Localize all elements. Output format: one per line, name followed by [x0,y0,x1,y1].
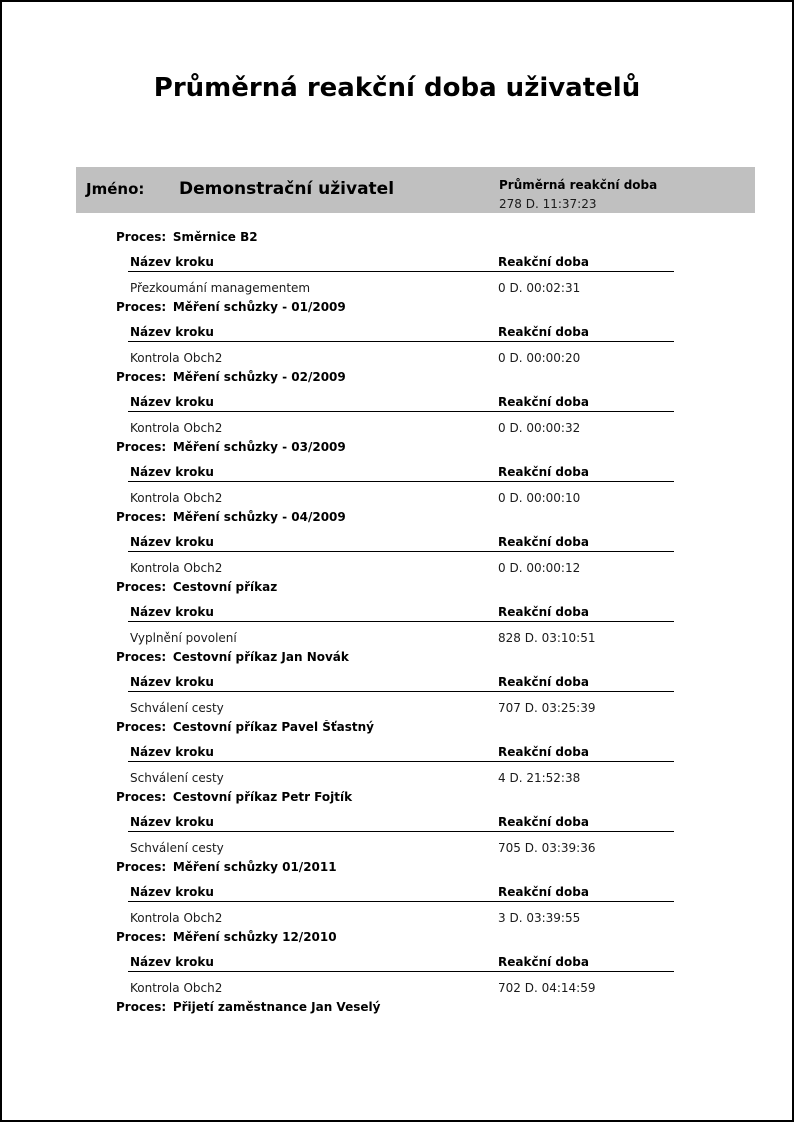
process-name: Měření schůzky - 04/2009 [172,510,346,524]
step-table-header [128,815,674,832]
step-name-cell: Kontrola Obch2 [130,491,223,505]
step-name-cell: Kontrola Obch2 [130,351,223,365]
process-section [2,510,792,580]
process-name: Měření schůzky - 01/2009 [172,300,346,314]
process-label: Proces: [116,300,167,314]
process-name: Měření schůzky 12/2010 [172,930,337,944]
process-name: Cestovní příkaz Jan Novák [172,650,349,664]
reaction-time-cell: 705 D. 03:39:36 [498,841,596,855]
reaction-time-cell: 4 D. 21:52:38 [498,771,581,785]
process-label: Proces: [116,860,167,874]
name-label: Jméno: [86,180,145,198]
step-table [128,325,674,366]
process-row [116,930,792,945]
process-name: Měření schůzky - 02/2009 [172,370,346,384]
average-reaction-block [499,176,657,214]
reaction-time-cell: 702 D. 04:14:59 [498,981,596,995]
process-section [2,300,792,370]
step-table-row [128,561,674,576]
process-row [116,580,792,595]
reaction-time-cell: 0 D. 00:00:20 [498,351,581,365]
process-label: Proces: [116,510,167,524]
column-header-reaction-time: Reakční doba [498,535,589,549]
process-row [116,440,792,455]
process-section [2,230,792,300]
step-table [128,255,674,296]
user-name-group [86,167,394,213]
step-name-cell: Vyplnění povolení [130,631,237,645]
process-section [2,440,792,510]
step-table-row [128,631,674,646]
process-name: Cestovní příkaz Pavel Šťastný [172,720,374,734]
step-table-row [128,281,674,296]
process-label: Proces: [116,580,167,594]
step-name-cell: Kontrola Obch2 [130,561,223,575]
process-section [2,720,792,790]
step-table-header [128,675,674,692]
column-header-reaction-time: Reakční doba [498,675,589,689]
step-table-header [128,745,674,762]
step-table [128,535,674,576]
process-section [2,1000,792,1070]
step-table-row [128,701,674,716]
column-header-reaction-time: Reakční doba [498,745,589,759]
column-header-step-name: Název kroku [130,255,214,269]
page-title: Průměrná reakční doba uživatelů [153,73,641,103]
step-table-header [128,605,674,622]
step-table-header [128,395,674,412]
column-header-reaction-time: Reakční doba [498,605,589,619]
reaction-time-cell: 3 D. 03:39:55 [498,911,581,925]
column-header-step-name: Název kroku [130,535,214,549]
reaction-time-cell: 0 D. 00:00:12 [498,561,581,575]
process-row [116,720,792,735]
step-table [128,955,674,996]
step-name-cell: Kontrola Obch2 [130,911,223,925]
step-table [128,885,674,926]
column-header-step-name: Název kroku [130,675,214,689]
reaction-time-cell: 0 D. 00:00:10 [498,491,581,505]
process-section [2,860,792,930]
step-table [128,675,674,716]
process-section [2,370,792,440]
process-section [2,650,792,720]
process-label: Proces: [116,370,167,384]
column-header-step-name: Název kroku [130,465,214,479]
reaction-time-cell: 828 D. 03:10:51 [498,631,596,645]
step-table-header [128,535,674,552]
reaction-time-cell: 707 D. 03:25:39 [498,701,596,715]
process-row [116,300,792,315]
step-table-header [128,955,674,972]
process-label: Proces: [116,790,167,804]
process-row [116,230,792,245]
reaction-time-cell: 0 D. 00:02:31 [498,281,581,295]
step-table-row [128,491,674,506]
step-name-cell: Přezkoumání managementem [130,281,311,295]
column-header-reaction-time: Reakční doba [498,325,589,339]
process-label: Proces: [116,930,167,944]
column-header-reaction-time: Reakční doba [498,255,589,269]
process-label: Proces: [116,1000,167,1014]
step-table-row [128,421,674,436]
process-label: Proces: [116,720,167,734]
step-name-cell: Schválení cesty [130,841,224,855]
step-table-row [128,911,674,926]
process-name: Měření schůzky 01/2011 [172,860,337,874]
process-row [116,510,792,525]
step-table-header [128,325,674,342]
process-section [2,930,792,1000]
column-header-reaction-time: Reakční doba [498,465,589,479]
process-row [116,650,792,665]
column-header-step-name: Název kroku [130,325,214,339]
process-name: Směrnice B2 [172,230,258,244]
reaction-time-cell: 0 D. 00:00:32 [498,421,581,435]
process-name: Cestovní příkaz Petr Fojtík [172,790,353,804]
step-table-row [128,351,674,366]
process-name: Přijetí zaměstnance Jan Veselý [172,1000,381,1014]
column-header-reaction-time: Reakční doba [498,955,589,969]
process-row [116,790,792,805]
user-header-band [76,167,755,213]
step-table [128,605,674,646]
user-name-value: Demonstrační uživatel [179,179,395,199]
column-header-step-name: Název kroku [130,605,214,619]
process-label: Proces: [116,230,167,244]
step-table-row [128,981,674,996]
step-name-cell: Schválení cesty [130,701,224,715]
column-header-step-name: Název kroku [130,955,214,969]
column-header-reaction-time: Reakční doba [498,815,589,829]
process-label: Proces: [116,650,167,664]
process-name: Měření schůzky - 03/2009 [172,440,346,454]
process-sections [2,230,792,1070]
column-header-step-name: Název kroku [130,395,214,409]
step-name-cell: Kontrola Obch2 [130,981,223,995]
column-header-reaction-time: Reakční doba [498,395,589,409]
step-table-header [128,885,674,902]
step-table-header [128,255,674,272]
process-row [116,1000,792,1015]
step-table [128,745,674,786]
step-name-cell: Schválení cesty [130,771,224,785]
column-header-reaction-time: Reakční doba [498,885,589,899]
process-section [2,790,792,860]
column-header-step-name: Název kroku [130,745,214,759]
column-header-step-name: Název kroku [130,885,214,899]
process-row [116,370,792,385]
process-row [116,860,792,875]
step-table [128,465,674,506]
process-name: Cestovní příkaz [172,580,278,594]
process-section [2,580,792,650]
step-table [128,815,674,856]
column-header-step-name: Název kroku [130,815,214,829]
process-label: Proces: [116,440,167,454]
step-table-header [128,465,674,482]
step-table-row [128,771,674,786]
average-reaction-label: Průměrná reakční doba [499,178,658,192]
step-table-row [128,841,674,856]
average-reaction-value: 278 D. 11:37:23 [499,197,597,211]
step-table [128,395,674,436]
step-name-cell: Kontrola Obch2 [130,421,223,435]
